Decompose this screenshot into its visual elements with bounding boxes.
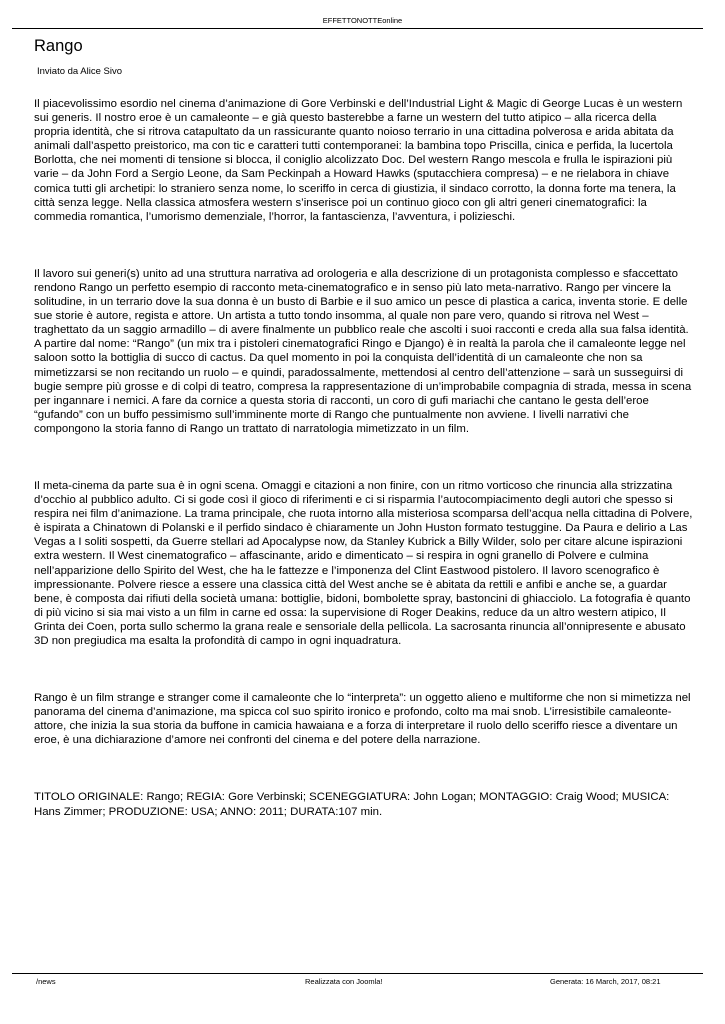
footer-powered-by: Realizzata con Joomla!	[305, 977, 383, 986]
article-paragraph: Il piacevolissimo esordio nel cinema d’animazione di Gore Verbinski e dell’Industrial Light & Magic di George Lucas è un western sui generis. Il nostro eroe è un camaleonte – e già questo basterebbe a farne un western del tutto atipico – alla ricerca della propria identità, che si ritrova catapultato da un rassicurante quanto noioso terrario in una cittadina polverosa e arida abitata da animali dall’aspetto preistorico, ma con tic e caratteri tutti contemporanei: la bambina topo Priscilla, cinica e perfida, la lucertola Borlotta, che nei momenti di tensione si blocca, il coniglio alcolizzato Doc. Del western Rango mescola e frulla le ispirazioni più varie – da John Ford a Sergio Leone, da Sam Peckinpah a Howard Hawks (sputacchiera compresa) – e ne rielabora in chiave comica tutti gli archetipi: lo straniero senza nome, lo sceriffo in cerca di giustizia, il sindaco corrotto, la donna forte ma tenera, la città senza legge. Nella classica atmosfera western s’inserisce poi un continuo gioco con gli altri generi cinematografici: la commedia romantica, l’umorismo demenziale, l’horror, la fantascienza, l’avventura, i polizieschi.	[34, 98, 683, 223]
article-paragraph: Il lavoro sui generi(s) unito ad una struttura narrativa ad orologeria e alla descrizione di un protagonista complesso e sfaccettato rendono Rango un perfetto esempio di racconto meta-cinematografico e in senso più lato meta-narrativo. Rango per vincere la solitudine, in un terrario dove la sua donna è un busto di Barbie e il suo amico un pesce di plastica a carica, inventa storie. E delle sue storie è autore, regista e attore. Un artista a tutto tondo insomma, al quale non pare vero, quando si ritrova nel West – traghettato da un saggio armadillo – di avere finalmente un pubblico reale che ascolti i suoi racconti e creda alla sua falsa identità. A partire dal nome: “Rango” (un mix tra i pistoleri cinematografici Ringo e Django) è in realtà la parola che il camaleonte legge nel saloon sotto la bottiglia di succo di cactus. Da quel momento in poi la conquista dell’identità di un camaleonte che non sa mimetizzarsi se non recitando un ruolo – e quindi, paradossalmente, mettendosi al centro dell’attenzione – sarà un susseguirsi di bugie sempre più grosse e di colpi di teatro, compresa la rappresentazione di un’improbabile compagnia di strada, messa in scena per ingannare i nemici. A fare da cornice a questa storia di racconti, un coro di gufi mariachi che cantano le gesta dell’eroe “gufando” con un buffo pessimismo sull’imminente morte di Rango che puntualmente non avviene. I livelli narrativi che compongono la storia fanno di Rango un trattato di narratologia mimetizzato in un film.	[34, 267, 692, 435]
article-title: Rango	[34, 37, 83, 55]
article-paragraph: Rango è un film strange e stranger come il camaleonte che lo “interpreta”: un oggetto alieno e multiforme che non si mimetizza nel panorama del cinema d’animazione, ma spicca col suo spirito ironico e profondo, colto ma mai snob. L’irresistibile camaleonte-attore, che inizia la sua storia da buffone in camicia hawaiana e a forza di interpretare il ruolo dello sceriffo riesce a diventare un eroe, è una dichiarazione d’amore nei confronti del cinema e del potere della narrazione.	[34, 692, 691, 747]
article-body	[34, 97, 694, 862]
site-name: EFFETTONOTTEonline	[322, 16, 403, 25]
footer-path: /news	[36, 977, 56, 986]
footer-generated-date: Generata: 16 March, 2017, 08:21	[550, 977, 661, 986]
header-divider	[12, 28, 703, 29]
footer-divider	[12, 973, 703, 974]
article-credits: TITOLO ORIGINALE: Rango; REGIA: Gore Verbinski; SCENEGGIATURA: John Logan; MONTAGGIO: Craig Wood; MUSICA: Hans Zimmer; PRODUZIONE: USA; ANNO: 2011; DURATA:107 min.	[34, 791, 670, 818]
article-byline: Inviato da Alice Sivo	[37, 66, 123, 77]
article-paragraph: Il meta-cinema da parte sua è in ogni scena. Omaggi e citazioni a non finire, con un ritmo vorticoso che rinuncia alla strizzatina d’occhio al pubblico adulto. Ci si gode così il gioco di riferimenti e ci si risparmia l’autocompiacimento degli autori che spesso si respira nei film d’animazione. La trama principale, che ruota intorno alla misteriosa scomparsa dell’acqua nella cittadina di Polvere, è ispirata a Chinatown di Polanski e il perfido sindaco è chiaramente un John Huston formato testuggine. Da Paura e delirio a Las Vegas a I soliti sospetti, da Guerre stellari ad Apocalypse now, da Stanley Kubrick a Billy Wilder, solo per citare alcune ispirazioni extra western. Il West cinematografico – affascinante, arido e dimenticato – si respira in ogni granello di Polvere e culmina nell’apparizione dello Spirito del West, che ha le fattezze e l’imponenza del Clint Eastwood pistolero. Il lavoro scenografico è impressionante. Polvere riesce a essere una classica città del West anche se è abitata da rettili e anfibi e anche se, a guardar bene, è composta dai rifiuti della società umana: bottiglie, bidoni, bombolette spray, bastoncini di ghiacciolo. La fotografia è quanto di più vicino si sia mai visto a un film in carne ed ossa: la supervisione di Roger Deakins, reduce da un altro western atipico, Il Grinta dei Coen, porta sullo schermo la grana reale e sensoriale della pellicola. La sacrosanta rinuncia all’onnipresente e abusato 3D non pregiudica ma esalta la profondità di campo in ogni inquadratura.	[34, 479, 693, 647]
